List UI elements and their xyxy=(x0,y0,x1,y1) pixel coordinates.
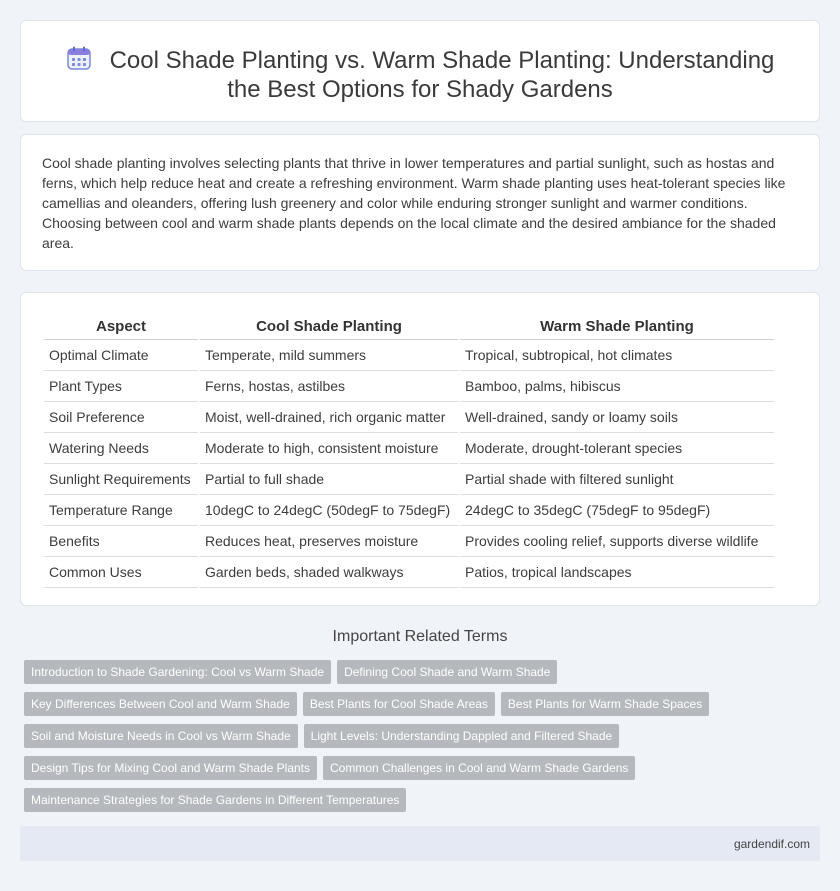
related-term-tag[interactable]: Design Tips for Mixing Cool and Warm Shade Plants xyxy=(24,756,317,780)
warm-cell: Provides cooling relief, supports diverse wildlife xyxy=(460,526,774,557)
related-term-tag[interactable]: Best Plants for Warm Shade Spaces xyxy=(501,692,709,716)
aspect-cell: Common Uses xyxy=(44,557,198,588)
page-title-row xyxy=(21,45,819,104)
table-row xyxy=(44,433,774,464)
tag-row xyxy=(24,692,824,724)
comparison-card xyxy=(20,292,820,606)
aspect-cell: Soil Preference xyxy=(44,402,198,433)
warm-cell: Partial shade with filtered sunlight xyxy=(460,464,774,495)
table-header-row xyxy=(44,313,774,340)
related-term-tag[interactable]: Key Differences Between Cool and Warm Shade xyxy=(24,692,297,716)
related-term-tag[interactable]: Light Levels: Understanding Dappled and Filtered Shade xyxy=(304,724,620,748)
related-terms-list xyxy=(24,660,824,820)
related-term-tag[interactable]: Best Plants for Cool Shade Areas xyxy=(303,692,495,716)
related-term-tag[interactable]: Common Challenges in Cool and Warm Shade Gardens xyxy=(323,756,635,780)
warm-cell: Well-drained, sandy or loamy soils xyxy=(460,402,774,433)
warm-cell: 24degC to 35degC (75degF to 95degF) xyxy=(460,495,774,526)
aspect-cell: Benefits xyxy=(44,526,198,557)
header-card xyxy=(20,20,820,122)
header-warm-shade: Warm Shade Planting xyxy=(460,313,774,340)
header-aspect: Aspect xyxy=(44,313,198,340)
tag-row xyxy=(24,724,824,756)
cool-cell: Moist, well-drained, rich organic matter xyxy=(200,402,458,433)
warm-cell: Patios, tropical landscapes xyxy=(460,557,774,588)
aspect-cell: Watering Needs xyxy=(44,433,198,464)
table-row xyxy=(44,464,774,495)
cool-cell: Partial to full shade xyxy=(200,464,458,495)
related-term-tag[interactable]: Soil and Moisture Needs in Cool vs Warm Shade xyxy=(24,724,298,748)
table-row xyxy=(44,402,774,433)
cool-cell: Temperate, mild summers xyxy=(200,340,458,371)
warm-cell: Moderate, drought-tolerant species xyxy=(460,433,774,464)
tag-row xyxy=(24,660,824,692)
aspect-cell: Plant Types xyxy=(44,371,198,402)
aspect-cell: Optimal Climate xyxy=(44,340,198,371)
warm-cell: Bamboo, palms, hibiscus xyxy=(460,371,774,402)
cool-cell: Moderate to high, consistent moisture xyxy=(200,433,458,464)
table-row xyxy=(44,371,774,402)
related-terms-title: Important Related Terms xyxy=(332,628,508,645)
warm-cell: Tropical, subtropical, hot climates xyxy=(460,340,774,371)
cool-cell: Garden beds, shaded walkways xyxy=(200,557,458,588)
table-row xyxy=(44,526,774,557)
intro-paragraph: Cool shade planting involves selecting plants that thrive in lower temperatures and partial sunlight, such as hostas and ferns, which help reduce heat and create a refreshing environment. Warm shade planting uses heat-tolerant species like camellias and oleanders, offering lush greenery and color while enduring stronger sunlight and warmer conditions. Choosing between cool and warm shade plants depends on the local climate and the desired ambiance for the shaded area. xyxy=(42,155,786,251)
table-row xyxy=(44,557,774,588)
cool-cell: Ferns, hostas, astilbes xyxy=(200,371,458,402)
cool-cell: 10degC to 24degC (50degF to 75degF) xyxy=(200,495,458,526)
footer-site-link[interactable]: gardendif.com xyxy=(733,837,810,851)
aspect-cell: Sunlight Requirements xyxy=(44,464,198,495)
table-row xyxy=(44,495,774,526)
comparison-table xyxy=(42,313,776,588)
calendar-icon xyxy=(66,45,92,71)
related-term-tag[interactable]: Defining Cool Shade and Warm Shade xyxy=(337,660,557,684)
aspect-cell: Temperature Range xyxy=(44,495,198,526)
related-term-tag[interactable]: Maintenance Strategies for Shade Gardens in Different Temperatures xyxy=(24,788,406,812)
table-row xyxy=(44,340,774,371)
tag-row xyxy=(24,756,824,788)
footer xyxy=(20,826,820,861)
cool-cell: Reduces heat, preserves moisture xyxy=(200,526,458,557)
related-term-tag[interactable]: Introduction to Shade Gardening: Cool vs Warm Shade xyxy=(24,660,331,684)
intro-card xyxy=(20,134,820,271)
header-cool-shade: Cool Shade Planting xyxy=(200,313,458,340)
tag-row xyxy=(24,788,824,820)
page-title: Cool Shade Planting vs. Warm Shade Planting: Understanding the Best Options for Shady Gardens xyxy=(109,47,775,103)
